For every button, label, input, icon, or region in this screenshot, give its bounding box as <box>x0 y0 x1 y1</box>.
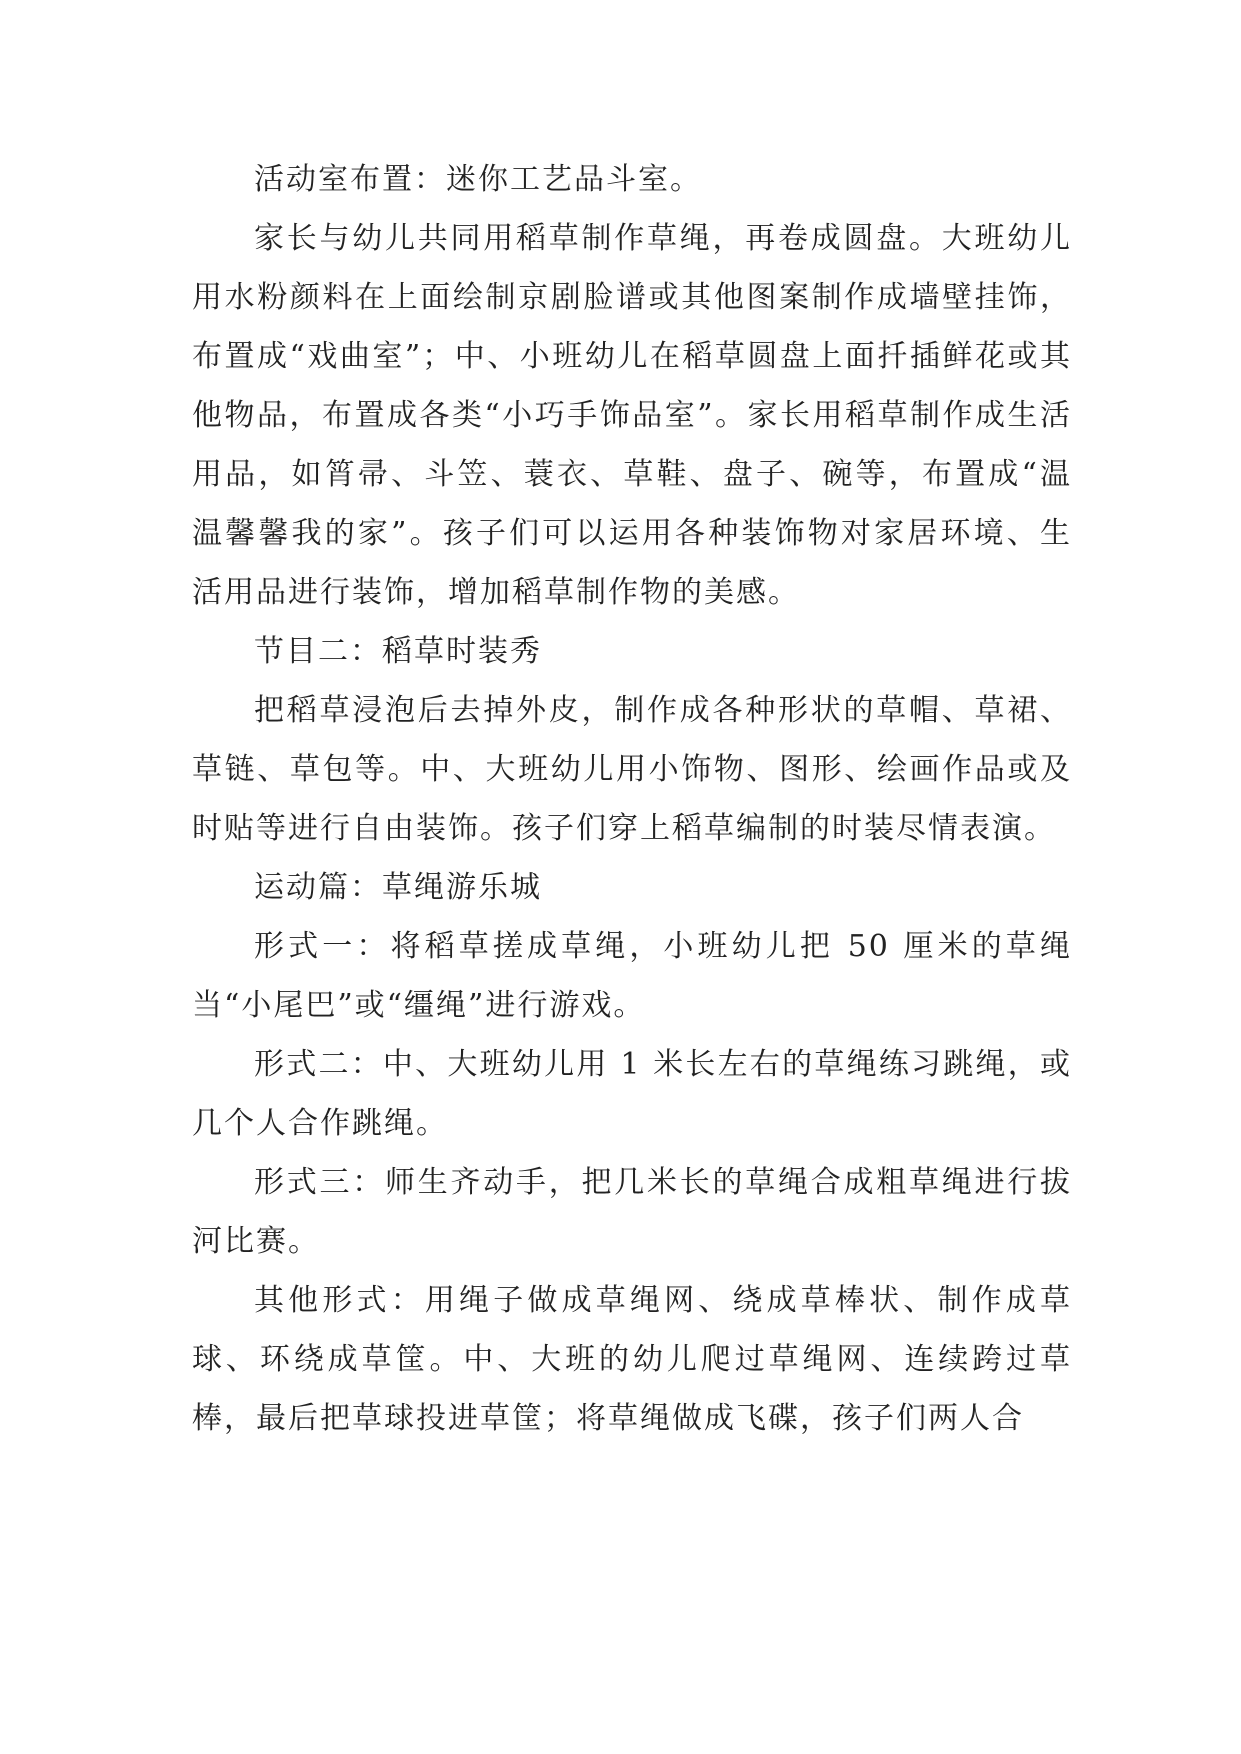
paragraph-program-two-heading: 节目二：稻草时装秀 <box>254 634 542 669</box>
paragraph-form-two: 形式二：中、大班幼儿用 1 米长左右的草绳练习跳绳，或几个人合作跳绳。 <box>192 1047 1072 1141</box>
paragraph-straw-rope-craft: 家长与幼儿共同用稻草制作草绳，再卷成圆盘。大班幼儿用水粉颜料在上面绘制京剧脸谱或其他图案制作成墙壁挂饰，布置成“戏曲室”；中、小班幼儿在稻草圆盘上面扦插鲜花或其他物品，布置成各类“小巧手饰品室”。家长用稻草制作成生活用品，如筲帚、斗笠、蓑衣、草鞋、盘子、碗等，布置成“温温馨馨我的家”。孩子们可以运用各种装饰物对家居环境、生活用品进行装饰，增加稻草制作物的美感。 <box>192 221 1072 610</box>
paragraph-other-forms: 其他形式：用绳子做成草绳网、绕成草棒状、制作成草球、环绕成草筐。中、大班的幼儿爬过草绳网、连续跨过草棒，最后把草球投进草筐；将草绳做成飞碟，孩子们两人合 <box>192 1283 1072 1436</box>
paragraph-form-three: 形式三：师生齐动手，把几米长的草绳合成粗草绳进行拔河比赛。 <box>192 1165 1072 1259</box>
document-body <box>192 150 1072 1448</box>
paragraph-fashion-show: 把稻草浸泡后去掉外皮，制作成各种形状的草帽、草裙、草链、草包等。中、大班幼儿用小饰物、图形、绘画作品或及时贴等进行自由装饰。孩子们穿上稻草编制的时装尽情表演。 <box>192 693 1072 846</box>
paragraph-activity-room: 活动室布置：迷你工艺品斗室。 <box>254 162 702 197</box>
paragraph-sports-heading: 运动篇：草绳游乐城 <box>254 870 542 905</box>
paragraph-form-one: 形式一：将稻草搓成草绳，小班幼儿把 50 厘米的草绳当“小尾巴”或“缰绳”进行游戏。 <box>192 929 1072 1023</box>
